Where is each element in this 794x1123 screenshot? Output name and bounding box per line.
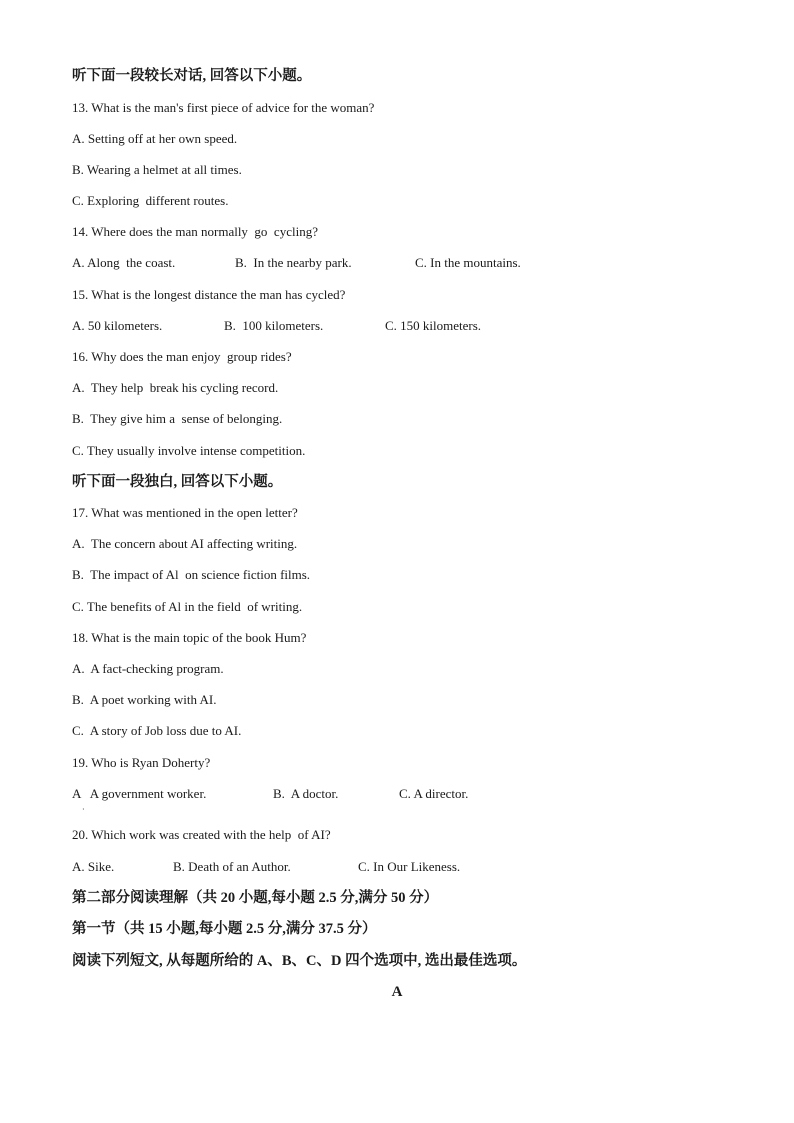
section-heading-monologue: 听下面一段独白, 回答以下小题。 — [72, 474, 283, 490]
q14-option-c: C. In the mountains. — [415, 255, 521, 270]
section-heading-long-dialogue: 听下面一段较长对话, 回答以下小题。 — [72, 68, 312, 84]
question-20: 20. Which work was created with the help of AI? — [72, 827, 331, 842]
stray-dot-mark: · — [82, 805, 85, 814]
q13-option-b: B. Wearing a helmet at all times. — [72, 162, 242, 177]
question-15: 15. What is the longest distance the man has cycled? — [72, 287, 346, 302]
question-16: 16. Why does the man enjoy group rides? — [72, 349, 292, 364]
q16-option-c: C. They usually involve intense competition. — [72, 443, 306, 458]
q13-option-c: C. Exploring different routes. — [72, 193, 229, 208]
question-14: 14. Where does the man normally go cycling? — [72, 224, 318, 239]
q17-option-a: A. The concern about AI affecting writing. — [72, 536, 298, 551]
q15-option-b: B. 100 kilometers. — [224, 318, 324, 333]
q18-option-c: C. A story of Job loss due to AI. — [72, 723, 242, 738]
q20-option-a: A. Sike. — [72, 859, 115, 874]
q20-option-b: B. Death of an Author. — [173, 859, 291, 874]
question-19: 19. Who is Ryan Doherty? — [72, 755, 211, 770]
part-two-heading: 第二部分阅读理解（共 20 小题,每小题 2.5 分,满分 50 分） — [72, 890, 439, 906]
q17-option-b: B. The impact of Al on science fiction films. — [72, 567, 311, 582]
question-18: 18. What is the main topic of the book Hum? — [72, 630, 307, 645]
q18-option-a: A. A fact-checking program. — [72, 661, 224, 676]
q14-option-a: A. Along the coast. — [72, 255, 176, 270]
q19-option-b: B. A doctor. — [273, 786, 339, 801]
q15-option-c: C. 150 kilometers. — [385, 318, 482, 333]
question-17: 17. What was mentioned in the open letter? — [72, 505, 298, 520]
q14-option-b: B. In the nearby park. — [235, 255, 352, 270]
q16-option-b: B. They give him a sense of belonging. — [72, 411, 283, 426]
q13-option-a: A. Setting off at her own speed. — [72, 131, 238, 146]
q15-option-a: A. 50 kilometers. — [72, 318, 163, 333]
q17-option-c: C. The benefits of Al in the field of writing. — [72, 599, 303, 614]
question-13: 13. What is the man's first piece of advice for the woman? — [72, 100, 375, 115]
q20-option-c: C. In Our Likeness. — [358, 859, 461, 874]
q19-option-c: C. A director. — [399, 786, 469, 801]
q18-option-b: B. A poet working with AI. — [72, 692, 217, 707]
reading-instruction: 阅读下列短文, 从每题所给的 A、B、C、D 四个选项中, 选出最佳选项。 — [72, 953, 527, 969]
section-one-heading: 第一节（共 15 小题,每小题 2.5 分,满分 37.5 分） — [72, 921, 377, 937]
passage-label: A — [391, 984, 403, 1000]
q16-option-a: A. They help break his cycling record. — [72, 380, 279, 395]
q19-option-a: A A government worker. — [72, 786, 207, 801]
